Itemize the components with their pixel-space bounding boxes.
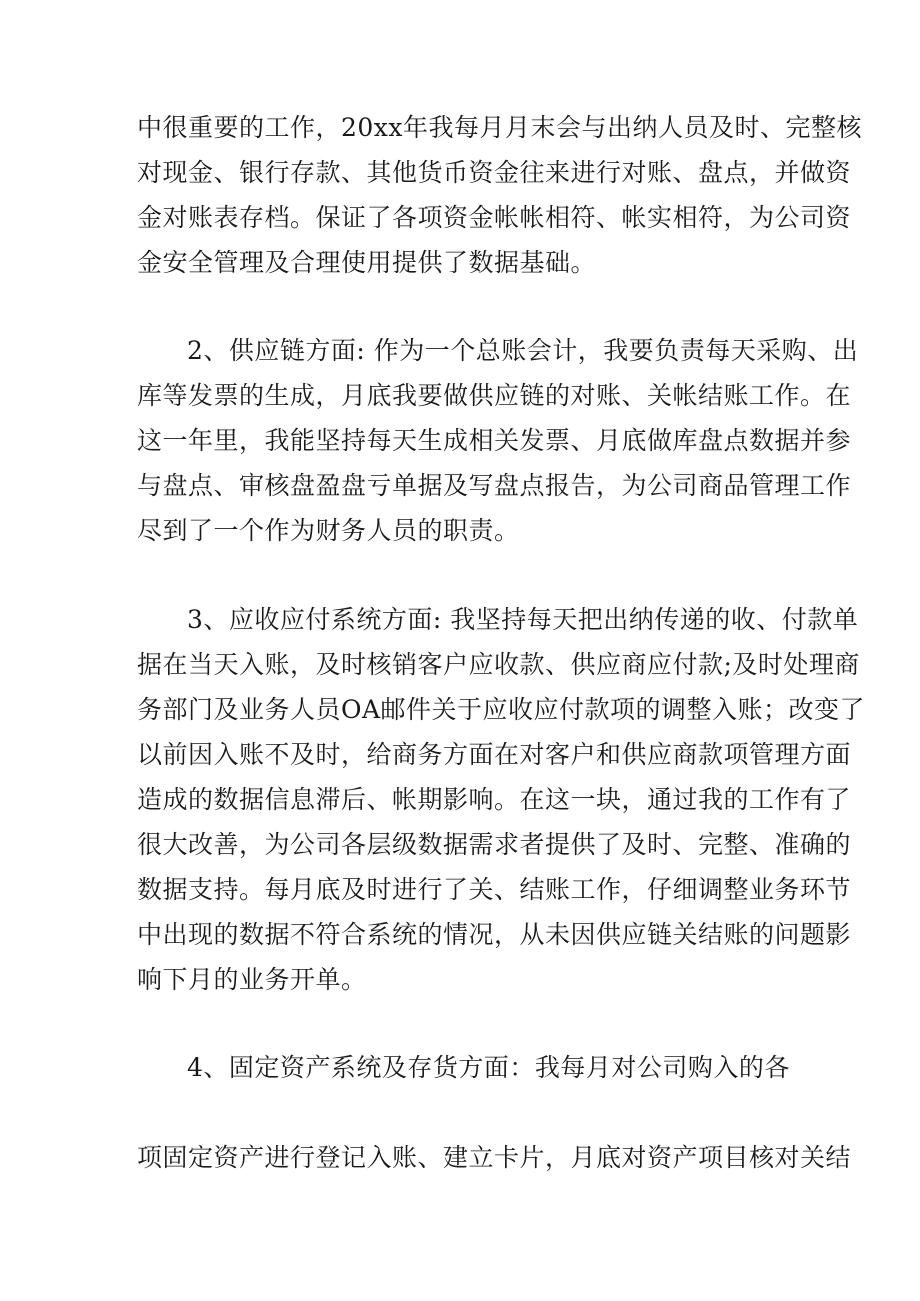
paragraph-3-line-4: 以前因入账不及时，给商务方面在对客户和供应商款项管理方面 bbox=[137, 740, 852, 769]
paragraph-1-line-1: 中很重要的工作，20xx年我每月月末会与出纳人员及时、完整核 bbox=[137, 113, 863, 142]
paragraph-5-line-1: 项固定资产进行登记入账、建立卡片，月底对资产项目核对关结 bbox=[137, 1143, 852, 1172]
paragraph-3-line-2: 据在当天入账，及时核销客户应收款、供应商应付款;及时处理商 bbox=[137, 650, 860, 679]
paragraph-4-line-1: 4、固定资产系统及存货方面：我每月对公司购入的各 bbox=[187, 1053, 790, 1082]
paragraph-2-line-5: 尽到了一个作为财务人员的职责。 bbox=[137, 516, 520, 545]
paragraph-2-line-2: 库等发票的生成，月底我要做供应链的对账、关帐结账工作。在 bbox=[137, 381, 852, 410]
paragraph-3-line-7: 数据支持。每月底及时进行了关、结账工作，仔细调整业务环节 bbox=[137, 875, 852, 904]
paragraph-2-line-3: 这一年里，我能坚持每天生成相关发票、月底做库盘点数据并参 bbox=[137, 426, 852, 455]
paragraph-3-line-9: 响下月的业务开单。 bbox=[137, 965, 367, 994]
paragraph-3-line-3: 务部门及业务人员OA邮件关于应收应付款项的调整入账；改变了 bbox=[137, 695, 866, 724]
paragraph-2-line-1: 2、供应链方面: 作为一个总账会计，我要负责每天采购、出 bbox=[187, 336, 859, 365]
paragraph-3-line-6: 很大改善，为公司各层级数据需求者提供了及时、完整、准确的 bbox=[137, 830, 852, 859]
paragraph-1-line-4: 金安全管理及合理使用提供了数据基础。 bbox=[137, 248, 597, 277]
paragraph-3-line-1: 3、应收应付系统方面: 我坚持每天把出纳传递的收、付款单 bbox=[187, 605, 859, 634]
paragraph-3-line-5: 造成的数据信息滞后、帐期影响。在这一块，通过我的工作有了 bbox=[137, 785, 852, 814]
paragraph-3-line-8: 中出现的数据不符合系统的情况，从未因供应链关结账的问题影 bbox=[137, 920, 852, 949]
paragraph-2-line-4: 与盘点、审核盘盈盘亏单据及写盘点报告，为公司商品管理工作 bbox=[137, 471, 852, 500]
paragraph-1-line-3: 金对账表存档。保证了各项资金帐帐相符、帐实相符，为公司资 bbox=[137, 203, 852, 232]
paragraph-1-line-2: 对现金、银行存款、其他货币资金往来进行对账、盘点，并做资 bbox=[137, 158, 852, 187]
